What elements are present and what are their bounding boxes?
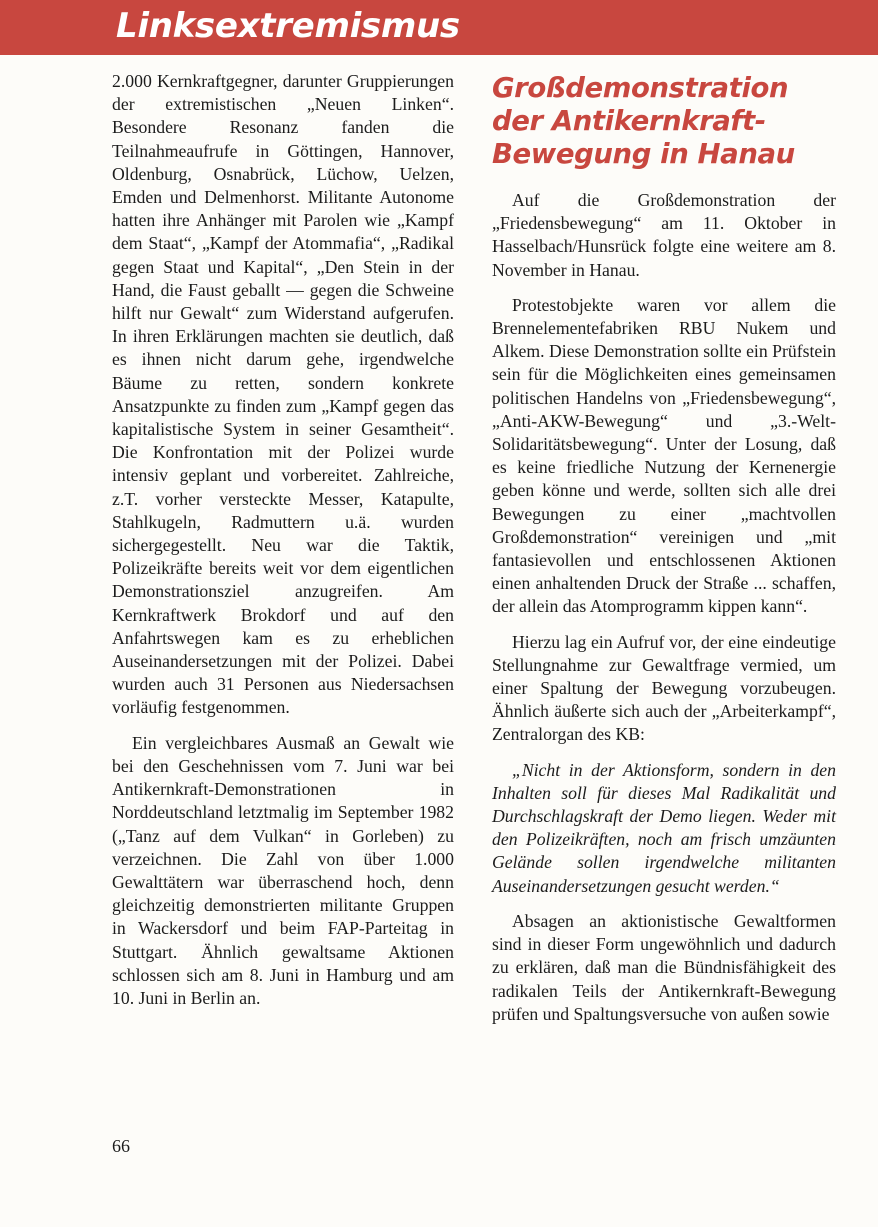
- right-column: [492, 72, 836, 1038]
- section-title: Linksextremismus: [116, 6, 460, 46]
- paragraph: Ein vergleichbares Ausmaß an Gewalt wie bei den Geschehnissen vom 7. Juni war bei Antikernkraft-Demonstrationen in Norddeutschland letztmalig im September 1982 („Tanz auf dem Vulkan“ in Gorleben) zu verzeichnen. Die Zahl von über 1.000 Gewalttätern war überraschend hoch, denn gleichzeitig demonstrierten militante Gruppen in Wackersdorf und beim FAP-Parteitag in Stuttgart. Ähnlich gewaltsame Aktionen schlossen sich am 8. Juni in Hamburg und am 10. Juni in Berlin an.: [112, 732, 454, 1008]
- paragraph: Hierzu lag ein Aufruf vor, der eine eindeutige Stellungnahme zur Gewaltfrage vermied, um einer Spaltung der Bewegung vorzubeugen. Ähnlich äußerte sich auch der „Arbeiterkampf“, Zentralorgan des KB:: [492, 631, 836, 745]
- left-column: [112, 70, 454, 1022]
- paragraph: 2.000 Kernkraftgegner, darunter Gruppierungen der extremistischen „Neuen Linken“. Besondere Resonanz fanden die Teilnahmeaufrufe in Göttingen, Hannover, Oldenburg, Osnabrück, Lüchow, Uelzen, Emden und Delmenhorst. Militante Autonome hatten ihre Anhänger mit Parolen wie „Kampf dem Staat“, „Kampf der Atommafia“, „Radikal gegen Staat und Kapital“, „Den Stein in der Hand, die Faust geballt — gegen die Schweine hilft nur Gewalt“ zum Widerstand aufgerufen. In ihren Erklärungen machten sie deutlich, daß es ihnen nicht darum gehe, irgendwelche Bäume zu retten, sondern konkrete Ansatzpunkte zu finden zum „Kampf gegen das kapitalistische System in seiner Gesamtheit“. Die Konfrontation mit der Polizei wurde intensiv geplant und vorbereitet. Zahlreiche, z.T. vorher versteckte Messer, Katapulte, Stahlkugeln, Radmuttern u.ä. wurden sichergegestellt. Neu war die Taktik, Polizeikräfte bereits weit vor dem eigentlichen Demonstrationsziel anzugreifen. Am Kernkraftwerk Brokdorf und auf den Anfahrtswegen kam es zu erheblichen Auseinandersetzungen mit der Polizei. Dabei wurden auch 31 Personen aus Niedersachsen vorläufig festgenommen.: [112, 71, 454, 718]
- page-number: 66: [112, 1136, 130, 1156]
- paragraph: Protestobjekte waren vor allem die Brennelementefabriken RBU Nukem und Alkem. Diese Demonstration sollte ein Prüfstein sein für die Möglichkeiten eines gemeinsamen politischen Handelns von „Friedensbewegung“, „Anti-AKW-Bewegung“ und „3.-Welt-Solidaritätsbewegung“. Unter der Losung, daß es keine friedliche Nutzung der Kernenergie geben könne und werde, sollten sich alle drei Bewegungen zu einer „machtvollen Großdemonstration“ vereinigen und „mit fantasievollen und entschlossenen Aktionen einen anhaltenden Druck der Straße ... schaffen, der allein das Atomprogramm kippen kann“.: [492, 294, 836, 617]
- block-quote: „Nicht in der Aktionsform, sondern in den Inhalten soll für dieses Mal Radikalität und Durchschlagskraft der Demo liegen. Weder mit den Polizeikräften, noch am frisch umzäunten Gelände sollen irgendwelche militanten Auseinandersetzungen gesucht werden.“: [492, 759, 836, 896]
- paragraph: Absagen an aktionistische Gewaltformen sind in dieser Form ungewöhnlich und dadurch zu erklären, daß man die Bündnisfähigkeit des radikalen Teils der Antikernkraft-Bewegung prüfen und Spaltungsversuche von außen sowie: [492, 910, 836, 1024]
- section-banner: [0, 0, 878, 55]
- article-heading: Großdemonstration der Antikernkraft-Bewegung in Hanau: [492, 72, 795, 170]
- paragraph: Auf die Großdemonstration der „Friedensbewegung“ am 11. Oktober in Hasselbach/Hunsrück folgte eine weitere am 8. November in Hanau.: [492, 190, 836, 280]
